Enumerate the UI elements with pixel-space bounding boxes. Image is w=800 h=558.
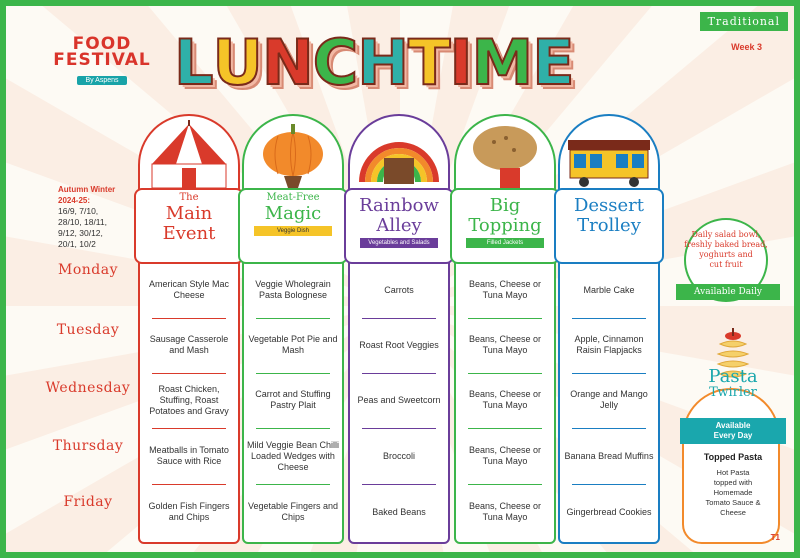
menu-item: Beans, Cheese or Tuna Mayo <box>468 445 542 466</box>
item-separator <box>362 428 436 429</box>
item-separator <box>256 484 330 485</box>
pasta-title-line2: Twirler <box>709 385 757 400</box>
menu-item: Beans, Cheese or Tuna Mayo <box>468 501 542 522</box>
page-title <box>174 28 574 98</box>
title-letter: H <box>357 26 409 99</box>
topped-pasta-desc <box>688 468 778 518</box>
title-letter: U <box>212 26 262 99</box>
column-heading <box>446 184 564 266</box>
menu-item: Orange and Mango Jelly <box>570 389 648 410</box>
available-line1: Available <box>715 421 751 430</box>
page-number: T1 <box>770 533 780 542</box>
menu-item: Marble Cake <box>583 284 635 295</box>
menu-item: Broccoli <box>382 450 415 461</box>
heading-main: Main <box>165 203 213 224</box>
column-illustration <box>144 120 234 190</box>
item-separator <box>572 484 646 485</box>
menu-column <box>558 114 660 546</box>
menu-item: Baked Beans <box>372 506 426 517</box>
menu-item: Apple, Cinnamon Raisin Flapjacks <box>574 334 644 355</box>
menu-item: Golden Fish Fingers and Chips <box>148 501 230 522</box>
menu-column <box>454 114 556 546</box>
menu-item: Veggie Wholegrain Pasta Bolognese <box>255 279 331 300</box>
menu-item: Banana Bread Muffins <box>564 450 654 461</box>
heading-main-line2: Topping <box>468 215 542 236</box>
heading-badge: Vegetables and Salads <box>360 238 438 248</box>
heading-small: The <box>179 192 199 203</box>
desc-line: Cheese <box>720 508 746 517</box>
title-letter: N <box>261 26 313 99</box>
item-separator <box>572 428 646 429</box>
day-label-wednesday: Wednesday <box>45 380 131 396</box>
heading-main: Rainbow <box>359 195 439 216</box>
menu-item: Carrots <box>384 284 414 295</box>
day-label-thursday: Thursday <box>52 438 124 454</box>
menu-item: Meatballs in Tomato Sauce with Rice <box>149 445 229 466</box>
menu-column <box>138 114 240 546</box>
available-daily-ribbon: Available Daily <box>676 284 780 300</box>
desc-line: topped with <box>713 478 753 487</box>
column-heading <box>234 184 352 266</box>
item-separator <box>256 428 330 429</box>
date-line: 20/1, 10/2 <box>58 239 96 249</box>
heading-main-line2: Event <box>162 223 216 244</box>
column-illustration <box>248 120 338 190</box>
title-letter: I <box>449 26 472 99</box>
heading-badge: Filled Jackets <box>466 238 544 248</box>
heading-main-line2: Trolley <box>577 215 641 236</box>
menu-item: Beans, Cheese or Tuna Mayo <box>468 334 542 355</box>
daily-line: cut fruit <box>709 260 743 269</box>
menu-item: Beans, Cheese or Tuna Mayo <box>468 279 542 300</box>
date-line: 9/12, 30/12, <box>58 228 103 238</box>
pasta-available-ribbon <box>680 418 786 444</box>
menu-item: Sausage Casserole and Mash <box>149 334 229 355</box>
menu-item: Vegetable Pot Pie and Mash <box>248 334 338 355</box>
menu-item: Gingerbread Cookies <box>566 506 652 517</box>
item-separator <box>152 428 226 429</box>
menu-column <box>242 114 344 546</box>
item-separator <box>468 484 542 485</box>
column-heading <box>550 184 668 266</box>
item-separator <box>468 428 542 429</box>
heading-main: Magic <box>264 203 322 224</box>
desc-line: Homemade <box>713 488 753 497</box>
pasta-title-line1: Pasta <box>708 366 758 387</box>
term-dates <box>58 184 115 250</box>
pasta-title <box>678 368 788 400</box>
title-letter: T <box>408 26 450 99</box>
title-letter: M <box>471 26 533 99</box>
date-line: 16/9, 7/10, <box>58 206 99 216</box>
heading-main: Dessert <box>573 195 645 216</box>
logo-line2: FESTIVAL <box>53 50 151 70</box>
dates-heading-year: 2024-25: <box>58 196 91 205</box>
date-line: 28/10, 18/11, <box>58 217 107 227</box>
column-illustration <box>354 120 444 190</box>
menu-item: Carrot and Stuffing Pastry Plait <box>255 389 331 410</box>
menu-item: Mild Veggie Bean Chilli Loaded Wedges with Cheese <box>246 439 340 472</box>
menu-item: Roast Chicken, Stuffing, Roast Potatoes and Gravy <box>149 383 229 416</box>
logo-by: By Aspens <box>77 76 126 85</box>
daily-line: freshly baked bread, <box>684 240 768 249</box>
logo-line1: FOOD <box>72 34 132 54</box>
desc-line: Hot Pasta <box>716 468 750 477</box>
heading-main: Big <box>489 195 521 216</box>
available-line2: Every Day <box>713 431 753 440</box>
daily-extras-badge <box>676 218 780 308</box>
daily-line: Daily salad bowl, <box>691 230 761 239</box>
day-label-monday: Monday <box>58 262 118 278</box>
menu-item: Roast Root Veggies <box>359 339 439 350</box>
column-heading <box>340 184 458 266</box>
pasta-twirler-panel <box>678 326 788 546</box>
daily-line: yoghurts and <box>699 250 753 259</box>
heading-small: Meat-Free <box>266 192 320 203</box>
menu-column <box>348 114 450 546</box>
topped-pasta-heading: Topped Pasta <box>703 452 763 462</box>
heading-badge: Veggie Dish <box>254 226 332 236</box>
title-letter: C <box>312 26 358 99</box>
menu-canvas <box>6 6 794 552</box>
day-label-friday: Friday <box>63 494 113 510</box>
item-separator <box>362 484 436 485</box>
column-heading <box>130 184 248 266</box>
daily-extras-text <box>684 230 768 270</box>
menu-item: American Style Mac Cheese <box>148 279 230 300</box>
food-festival-logo <box>52 36 152 87</box>
pasta-oval <box>682 388 780 544</box>
menu-item: Vegetable Fingers and Chips <box>247 501 339 522</box>
menu-item: Beans, Cheese or Tuna Mayo <box>468 389 542 410</box>
column-illustration <box>564 120 654 190</box>
heading-main-line2: Alley <box>376 215 422 236</box>
menu-type-tag: Traditional <box>700 12 788 31</box>
item-separator <box>152 484 226 485</box>
desc-line: Tomato Sauce & <box>705 498 761 507</box>
dates-heading: Autumn Winter <box>58 185 116 194</box>
menu-item: Peas and Sweetcorn <box>357 394 441 405</box>
column-illustration <box>460 120 550 190</box>
title-letter: E <box>532 26 574 99</box>
day-label-tuesday: Tuesday <box>56 322 120 338</box>
week-label: Week 3 <box>731 42 762 52</box>
title-letter: L <box>174 26 213 99</box>
